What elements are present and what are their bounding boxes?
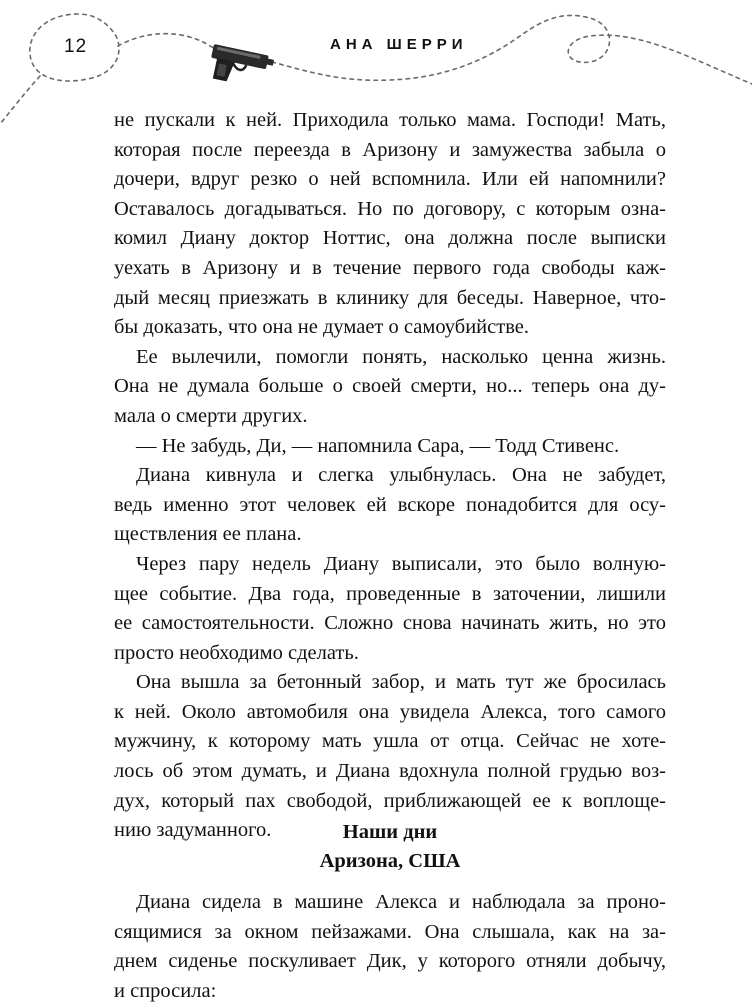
- text-line: ее самостоятельности. Сложно снова начинать жить, но это: [114, 612, 666, 635]
- running-head-author: АНА ШЕРРИ: [330, 36, 468, 53]
- pistol-icon: [207, 44, 275, 90]
- text-line: которая после переезда в Аризону и замужества забыла о: [114, 138, 666, 161]
- text-line: не пускали к ней. Приходила только мама. Господи! Мать,: [114, 109, 666, 131]
- text-line: дух, который пах свободой, приближающей ее к воплоще-: [114, 789, 666, 812]
- text-line: уехать в Аризону и в течение первого года свободы каж-: [114, 256, 666, 279]
- section-heading: [114, 818, 666, 876]
- text-line: бы доказать, что она не думает о самоубийстве.: [114, 316, 529, 339]
- text-line: дый месяц приезжать в клинику для беседы. Наверное, что-: [114, 286, 666, 309]
- text-line: Ее вылечили, помогли понять, насколько ценна жизнь.: [136, 345, 666, 368]
- text-line: дочери, вдруг резко о ней вспомнила. Или ей напомнили?: [114, 168, 666, 191]
- text-line: — Не забудь, Ди, — напомнила Сара, — Тодд Стивенс.: [136, 434, 620, 457]
- text-line: Она не думала больше о своей смерти, но... теперь она ду-: [114, 375, 666, 398]
- text-line: щее событие. Два года, проведенные в заточении, лишили: [114, 582, 666, 605]
- paragraph: [114, 343, 666, 432]
- paragraph: [114, 432, 666, 462]
- text-line: Оставалось догадываться. Но по договору, с которым озна-: [114, 197, 666, 220]
- text-line: Через пару недель Диану выписали, это было волную-: [136, 552, 666, 575]
- text-line: просто необходимо сделать.: [114, 641, 359, 664]
- text-line: лось об этом думать, и Диана вдохнула полной грудью воз-: [114, 760, 666, 783]
- left-arc-trail: [118, 34, 216, 50]
- text-line: сящимися за окном пейзажами. Она слышала, как на за-: [114, 920, 666, 943]
- text-line: и спросила:: [114, 979, 217, 1002]
- text-line: ведь именно этот человек ей вскоре понадобится для осу-: [114, 493, 666, 516]
- body-text-continued: [114, 888, 666, 1006]
- text-line: мужчину, к которому мать ушла от отца. Сейчас не хоте-: [114, 730, 666, 753]
- text-line: нию задуманного.: [114, 819, 272, 842]
- text-line: комил Диану доктор Ноттис, она должна после выписки: [114, 227, 666, 250]
- section-subtitle: Аризона, США: [319, 850, 461, 872]
- text-line: днем сиденье поскуливает Дик, у которого отняли добычу,: [114, 950, 666, 973]
- section-title: Наши дни: [342, 821, 438, 843]
- text-line: мала о смерти других.: [114, 404, 308, 427]
- paragraph: [114, 461, 666, 550]
- text-line: Она вышла за бетонный забор, и мать тут же бросилась: [136, 671, 666, 694]
- paragraph: [114, 106, 666, 343]
- text-line: к ней. Около автомобиля она увидела Алекса, того самого: [114, 700, 666, 723]
- text-line: ществления ее плана.: [114, 523, 302, 546]
- page-number: 12: [64, 36, 88, 57]
- text-line: Диана сидела в машине Алекса и наблюдала за проно-: [136, 891, 666, 913]
- text-line: Диана кивнула и слегка улыбнулась. Она не забудет,: [136, 464, 666, 487]
- body-text: [114, 106, 666, 846]
- left-dashed-trail: [0, 76, 40, 124]
- paragraph: [114, 550, 666, 668]
